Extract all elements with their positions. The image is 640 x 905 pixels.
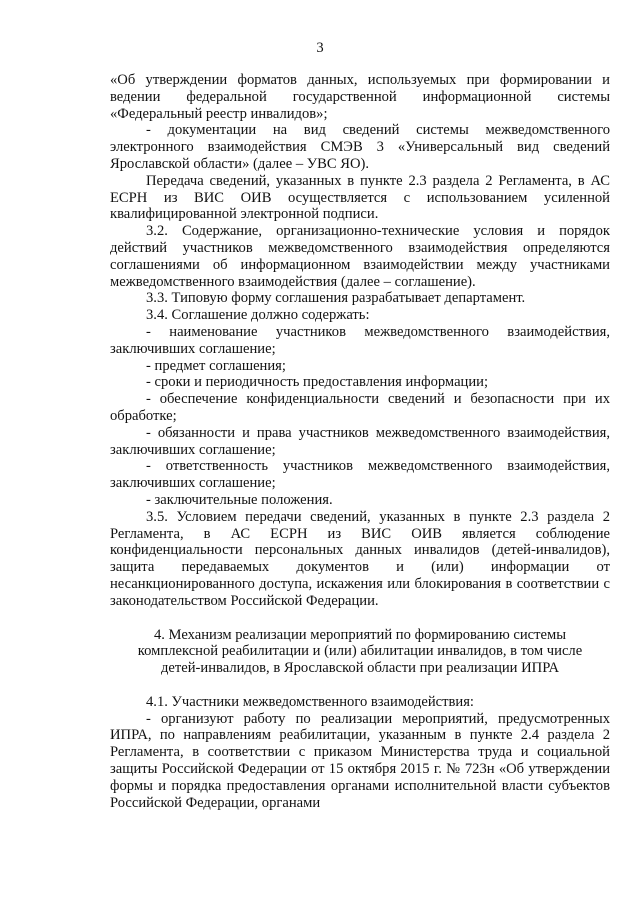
list-item: - предмет соглашения; <box>146 357 286 374</box>
heading-line: комплексной реабилитации и (или) абилитации инвалидов, в том числе <box>137 643 583 660</box>
document-body <box>110 72 610 811</box>
list-item: - наименование участников межведомственного взаимодействия, заключивших соглашение; <box>110 323 610 357</box>
page-number: 3 <box>316 40 324 56</box>
list-item: - обеспечение конфиденциальности сведений и безопасности при их обработке; <box>110 391 610 424</box>
heading-line: детей-инвалидов, в Ярославской области при реализации ИПРА <box>160 660 560 677</box>
list-item: - сроки и периодичность предоставления информации; <box>146 374 489 391</box>
paragraph: «Об утверждении форматов данных, используемых при формировании и ведении федеральной государственной информационной системы «Федеральный реестр инвалидов»; <box>110 72 610 122</box>
heading-line: 4. Механизм реализации мероприятий по формированию системы <box>153 626 567 643</box>
paragraph: 4.1. Участники межведомственного взаимодействия: <box>146 693 474 710</box>
paragraph: 3.3. Типовую форму соглашения разрабатывает департамент. <box>146 290 526 307</box>
paragraph: 3.2. Содержание, организационно-технические условия и порядок действий участников межведомственного взаимодействия определяются соглашениями об информационном взаимодействии между участниками межведомственного взаимодействия (далее – соглашение). <box>110 223 610 290</box>
paragraph: Передача сведений, указанных в пункте 2.3 раздела 2 Регламента, в АС ЕСРН из ВИС ОИВ осуществляется с использованием усиленной квалифицированной электронной подписи. <box>110 172 610 223</box>
paragraph: 3.4. Соглашение должно содержать: <box>146 307 370 324</box>
list-item: - организуют работу по реализации мероприятий, предусмотренных ИПРА, по направлениям реабилитации, указанным в пункте 2.4 раздела 2 Регламента, в соответствии с приказом Министерства труда и социальной защиты Российской Федерации от 15 октября 2015 г. № 723н «Об утверждении формы и порядка предоставления органами исполнительной власти субъектов Российской Федерации, органами <box>110 710 610 811</box>
list-item: - заключительные положения. <box>146 491 333 508</box>
list-item: - обязанности и права участников межведомственного взаимодействия, заключивших соглашение; <box>110 424 610 458</box>
list-item: - документации на вид сведений системы межведомственного электронного взаимодействия СМЭВ 3 «Универсальный вид сведений Ярославской области» (далее – УВС ЯО). <box>110 122 610 172</box>
list-item: - ответственность участников межведомственного взаимодействия, заключивших соглашение; <box>110 458 610 492</box>
paragraph: 3.5. Условием передачи сведений, указанных в пункте 2.3 раздела 2 Регламента, в АС ЕСРН из ВИС ОИВ является соблюдение конфиденциальности персональных данных инвалидов (детей-инвалидов), защита передаваемых документов и (или) информации от несанкционированного доступа, искажения или блокирования в соответствии с законодательством Российской Федерации. <box>110 508 610 609</box>
section-heading <box>110 627 610 677</box>
